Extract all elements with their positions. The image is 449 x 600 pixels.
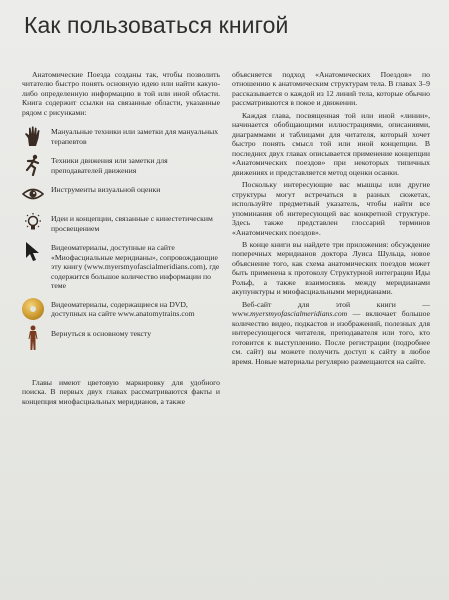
paragraph-4: В конце книги вы найдете три приложения: обсуждение поперечных меридианов доктора Луиса Шульца, новое объяснение того, как схема анатомических поездов может быть применена к протоколу Структурной интеграции Иды Рольф, а также взаимосвязь между меридианами акупунктуры и миофасциальными меридианами.: [232, 239, 430, 297]
legend-item-movement: [22, 154, 220, 176]
right-column: [232, 70, 430, 369]
legend-text: Вернуться к основному тексту: [51, 328, 152, 338]
paragraph-2: Каждая глава, посвященная той или иной «линии», начинается обобщающими иллюстрациями, описаниями, диаграммами и таблицами для читателя, который хочет быстро понять смысл той или иной концепции. В последних двух главах описывается применение концепции «Анатомических поездов» при некоторых типичных движениях и представляется метод оценки осанки.: [232, 110, 430, 177]
left-column: [22, 70, 220, 409]
website-url-link[interactable]: myersmyofascialmeridians.com: [250, 309, 348, 319]
icon-legend: [22, 125, 220, 348]
legend-text: Идеи и концепции, связанные с кинестетическим просвещением: [51, 214, 213, 233]
legend-text: Мануальные техники или заметки для мануальных терапевтов: [51, 127, 219, 146]
dvd-icon: [22, 298, 44, 320]
eye-icon: [22, 183, 44, 205]
hand-icon: [22, 125, 44, 147]
paragraph-5: [232, 300, 430, 366]
legend-text: Видеоматериалы, содержащиеся на DVD, доступных на сайте www.anatomytrains.com: [51, 299, 195, 319]
running-figure-icon: [22, 154, 44, 176]
legend-item-dvd: [22, 298, 220, 320]
legend-item-idea: [22, 212, 220, 234]
light-bulb-icon: [22, 212, 44, 234]
intro-paragraph: Анатомические Поезда созданы так, чтобы позволить читателю быстро понять основную идею или найти какую-либо определенную информацию в той или иной области. Книга содержит ссылки на связанные области, указанные рядом с рисунками:: [22, 70, 220, 117]
legend-text: Инструменты визуальной оценки: [51, 185, 161, 195]
chapters-paragraph: Главы имеют цветовую маркировку для удобного поиска. В первых двух главах рассматриваются факты и концепция миофасциальных меридианов, а также: [22, 377, 220, 406]
legend-item-return: [22, 327, 220, 349]
website-text-rest: — включает большое количество видео, подкастов и изображений, полезных для интересующегося читателя, преподавателя или того, кто готовится к выступлению. После регистрации (подробнее см. сайт) вы можете получить доступ к сайту в любое время. Новые материалы регулярно размещаются на сайте.: [232, 309, 430, 366]
cursor-arrow-icon: [22, 241, 44, 263]
paragraph-3: Поскольку интересующие вас мышцы или другие структуры могут встречаться в разных сюжетах, используйте предметный указатель, чтобы найти все упоминания об интересующей вас конкретной структуре. Здесь также представлен глоссарий терминов «Анатомических поездов».: [232, 180, 430, 237]
website-text: Веб-сайт для этой книги — www.: [232, 299, 430, 319]
human-figure-icon: [22, 327, 44, 349]
legend-item-eye: [22, 183, 220, 205]
legend-item-hand: [22, 125, 220, 147]
legend-text: Техники движения или заметки для преподавателей движения: [51, 156, 168, 175]
legend-item-video-site: [22, 241, 220, 290]
paragraph-1: объясняется подход «Анатомических Поездов» по отношению к анатомическим структурам тела. В главах 3–9 рассказывается о каждой из 12 линий тела, которые обычно рассматриваются в покое и движении.: [232, 70, 430, 108]
legend-text: Видеоматериалы, доступные на сайте «Миофасциальные меридианы», сопровождающие эту книгу (www.myersmyofascialmeridians.com), где содержится большое количество информации по теме: [51, 243, 220, 291]
page-title: Как пользоваться книгой: [24, 12, 289, 38]
